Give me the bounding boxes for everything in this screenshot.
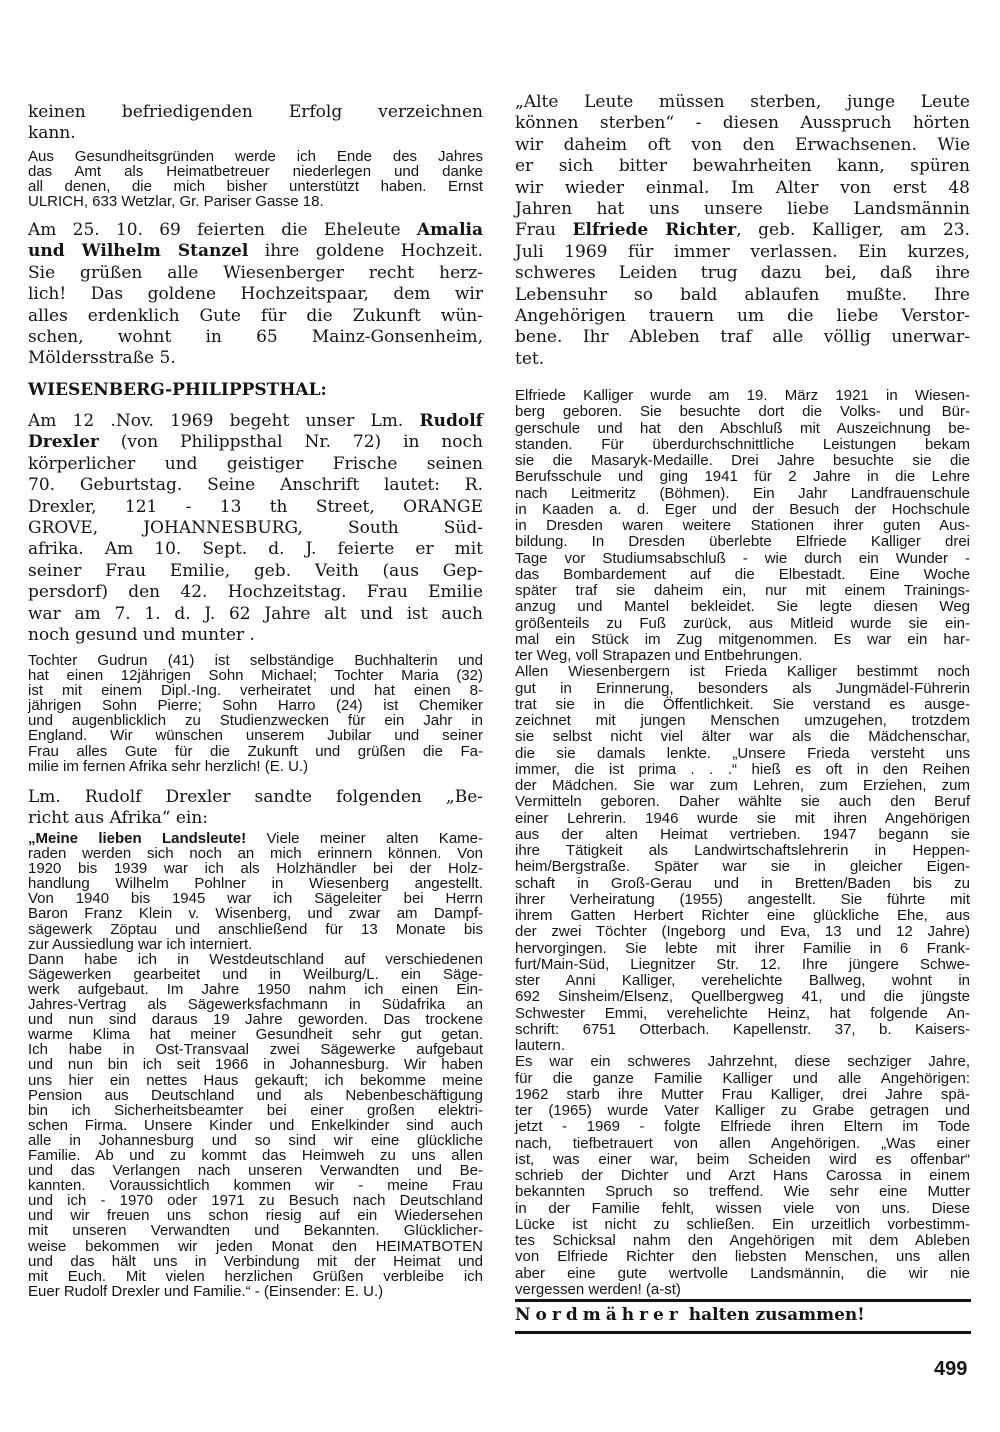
text: bekannten Spruch so treffend. Wie sehr eine Mutter — [515, 1183, 970, 1201]
text: Jahren hat uns unsere liebe Landsmännin — [515, 198, 970, 219]
text: Tage vor Studiumsabschluß - wie durch ein Wunder - — [515, 549, 970, 567]
text-line — [515, 1152, 970, 1168]
text-line — [28, 1057, 483, 1072]
text: alles erdenklich Gute für die Zukunft wün- — [28, 305, 483, 326]
text: das Amt als Heimatbetreuer niederlegen und danke — [28, 163, 483, 181]
text-line — [28, 1284, 483, 1299]
text-line — [515, 664, 970, 680]
bold-text: „Meine lieben Landsleute! — [28, 830, 247, 847]
text-line — [28, 997, 483, 1012]
text: aus der alten Heimat vertrieben. 1947 begann sie — [515, 825, 970, 843]
text-line — [515, 859, 970, 875]
text: (von Philippsthal Nr. 72) in noch — [98, 432, 483, 453]
text-line — [515, 534, 970, 550]
text: Angehörigen trauern um die liebe Verstor- — [515, 305, 970, 326]
text: „Alte Leute müssen sterben, junge Leute — [515, 92, 970, 112]
text: Drexler, 121 - 13 th Street, ORANGE — [28, 496, 483, 517]
text: und das hält uns in Verbindung mit der Heimat und — [28, 1252, 483, 1270]
text: ist, was einer war, beim Scheiden wird es offenbar“ — [515, 1150, 970, 1168]
text-line — [515, 349, 970, 370]
text: Am 25. 10. 69 feierten die Eheleute — [28, 220, 417, 240]
text-line — [515, 518, 970, 534]
text: Jahres-Vertrag als Sägewerksfachmann in Südafrika an — [28, 996, 483, 1014]
text-line — [515, 469, 970, 485]
text: mal ein Stück im Zug mitgenommen. Es war ein har- — [515, 630, 970, 648]
text: aber eine gute wertvolle Landsmännin, die wir nie — [515, 1264, 970, 1282]
text: handlung Wilhelm Pohlner in Wiesenberg angestellt. — [28, 875, 483, 893]
text: er sich bitter bewahrheiten kann, spüren — [515, 156, 970, 177]
text: weise bekommen wir jeden Monat den HEIMATBOTEN — [28, 1237, 483, 1255]
text-line — [515, 616, 970, 632]
section-heading: WIESENBERG-PHILIPPSTHAL: — [28, 380, 327, 400]
text: ster Anni Kalliger, verehelichte Ballweg, wohnt in — [515, 972, 970, 989]
text-line — [28, 1042, 483, 1057]
text: anzug und Mantel bekleidet. Sie legte diesen Weg — [515, 598, 970, 616]
obituary-paragraph-3 — [515, 1054, 970, 1298]
text-line — [28, 1163, 483, 1178]
text-line — [28, 1239, 483, 1254]
text-line — [515, 156, 970, 177]
text-line — [28, 759, 483, 774]
text: später traf sie daheim ein, nur mit einem Trainings- — [515, 582, 970, 599]
letter-paragraph-1 — [28, 831, 483, 952]
text-line — [28, 518, 483, 539]
bold-text: Drexler — [28, 432, 99, 453]
text: schaft in Groß-Gerau und in Bretten/Baden bis zu — [515, 874, 970, 892]
text: das Bombardement auf die Elbestadt. Eine Woche — [515, 565, 970, 583]
text: in Dresden waren weitere Stationen ihrer guten Aus- — [515, 517, 970, 534]
text: nach Leitmeritz (Böhmen). Ein Jahr Landfrauenschule — [515, 484, 970, 502]
text-line — [28, 1254, 483, 1269]
text: zur Aussiedlung war ich interniert. — [28, 935, 253, 953]
text: 1920 bis 1939 war ich als Holzhändler bei der Holz- — [28, 860, 483, 878]
text: GROVE, JOHANNESBURG, South Süd- — [28, 517, 483, 538]
text-line — [515, 404, 970, 420]
text: Baron Franz Klein v. Wisenberg, und zwar am Dampf- — [28, 905, 483, 923]
text: Lebensuhr so bald ablaufen mußte. Ihre — [515, 284, 970, 305]
text-line — [28, 327, 483, 348]
text-line — [515, 113, 970, 134]
text-line — [28, 1193, 483, 1208]
text-line — [28, 561, 483, 582]
text-line — [515, 1022, 970, 1038]
text: Dann habe ich in Westdeutschland auf verschiedenen — [28, 950, 483, 968]
text: Lücke ist nicht zu schließen. Ein urzeitlich vorbestimm- — [515, 1215, 970, 1233]
text-line — [515, 1217, 970, 1233]
text-line — [515, 746, 970, 762]
text-line — [515, 1038, 970, 1054]
text: afrika. Am 10. Sept. d. J. feierte er mit — [28, 539, 483, 560]
text: Frau — [515, 220, 573, 241]
text: können sterben“ - diesen Ausspruch hörten — [515, 113, 970, 134]
footer-slogan — [515, 1305, 865, 1325]
text: Von 1940 bis 1945 war ich Sägeleiter bei Herrn — [28, 890, 483, 908]
text-line — [28, 1178, 483, 1193]
text: 692 Sinsheim/Elsenz, Quellbergweg 41, und die jüngste — [515, 988, 970, 1006]
text-line — [28, 1148, 483, 1163]
text: Am 12 .Nov. 1969 begeht unser Lm. — [28, 411, 420, 431]
text-line — [515, 648, 970, 664]
text-line — [515, 1103, 970, 1119]
text-line — [28, 263, 483, 284]
text-line — [28, 582, 483, 603]
text: persdorf) den 42. Hochzeitstag. Frau Emilie — [28, 582, 483, 603]
text: vergessen werden! (a-st) — [515, 1280, 681, 1298]
obituary-body — [515, 388, 970, 1298]
text-line — [28, 937, 483, 952]
text: Juli 1969 für immer verlassen. Ein kurzes, — [515, 241, 970, 262]
text: trat sie in die Öffentlichkeit. Sie verstand es ausge- — [515, 695, 970, 713]
text-line — [28, 102, 483, 123]
text-line — [515, 135, 970, 156]
text-line — [28, 123, 483, 144]
text: körperlicher und geistiger Frische seinen — [28, 453, 483, 474]
obituary-paragraph-1 — [515, 388, 970, 664]
text: noch gesund und munter . — [28, 624, 255, 645]
text-line — [515, 242, 970, 263]
footer-slogan-rest: halten zusammen! — [688, 1305, 865, 1325]
text-line — [515, 551, 970, 567]
text: ist mit einem Dipl.-Ing. verheiratet und hat einen 8- — [28, 682, 483, 700]
text: gut in Erinnerung, besonders als Jungmädel-Führerin — [515, 679, 970, 697]
text-line — [28, 982, 483, 997]
text-line — [515, 1201, 970, 1217]
text-line — [28, 194, 483, 209]
text: milie im fernen Afrika sehr herzlich! (E. U.) — [28, 757, 309, 775]
text-line — [28, 164, 483, 179]
obituary-paragraph-2 — [515, 664, 970, 1054]
text: Sie grüßen alle Wiesenberger recht herz- — [28, 262, 483, 283]
text-line — [515, 957, 970, 973]
text: in Kaaden a. d. Eger und der Besuch der Hochschule — [515, 500, 970, 518]
text: heim/Bergstraße. Später war sie in gleicher Eigen- — [515, 858, 970, 876]
text-line — [28, 241, 483, 262]
text: warme Klima hat meiner Gesundheit sehr gut getan. — [28, 1026, 483, 1044]
text-line — [515, 421, 970, 437]
text-line — [515, 924, 970, 940]
text-line — [28, 1208, 483, 1223]
text-line — [515, 220, 970, 241]
text-line — [515, 388, 970, 404]
bold-text: Amalia — [416, 220, 483, 240]
text-line — [28, 1133, 483, 1148]
text: Frau alles Gute für die Zukunft und grüßen die Fa- — [28, 742, 483, 760]
text: schweres Leiden trug dazu bei, daß ihre — [515, 263, 970, 284]
text: 1962 starb ihre Mutter Frau Kalliger, drei Jahre spä- — [515, 1085, 970, 1103]
text: hat einen 12jährigen Sohn Michael; Tochter Maria (32) — [28, 667, 483, 685]
text-line — [28, 1027, 483, 1042]
text: wir wieder einmal. Im Alter von erst 48 — [515, 177, 970, 198]
text: Möldersstraße 5. — [28, 348, 176, 369]
bold-text: und Wilhelm Stanzel — [28, 241, 249, 262]
text: sie die Masaryk-Medaille. Drei Jahre besuchte sie die — [515, 452, 970, 469]
text: für die ganze Familie Kalliger und alle Angehörigen: — [515, 1069, 970, 1087]
text-line — [515, 92, 970, 113]
text: und das Verlangen nach unseren Verwandten und Be- — [28, 1162, 483, 1180]
text-line — [515, 1119, 970, 1135]
text-line — [515, 941, 970, 957]
text-line — [515, 989, 970, 1005]
text-line — [515, 486, 970, 502]
text: war am 7. 1. d. J. 62 Jahre alt und ist auch — [28, 603, 483, 624]
text: Euer Rudolf Drexler und Familie.“ - (Einsender: E. U.) — [28, 1282, 384, 1300]
bold-text: Rudolf — [419, 411, 483, 431]
text: seiner Frau Emilie, geb. Veith (aus Gep- — [28, 560, 483, 581]
text-line — [515, 827, 970, 843]
text-line — [515, 681, 970, 697]
text: , geb. Kalliger, am 23. — [736, 220, 970, 241]
text-line — [28, 432, 483, 453]
text-line — [515, 632, 970, 648]
text: und wir freuen uns schon riesig auf ein Wiedersehen — [28, 1207, 483, 1225]
text: raden werden sich noch an mich erinnern können. Von — [28, 845, 483, 863]
text: ihrem Gatten Herbert Richter eine glückliche Ehe, aus — [515, 907, 970, 924]
text: uns hier ein nettes Haus gekauft; ich bekomme meine — [28, 1071, 483, 1089]
text: bildung. In Dresden überlebte Elfriede Kalliger drei — [515, 533, 970, 551]
text: ihre goldene Hochzeit. — [248, 241, 483, 262]
text-line — [515, 327, 970, 348]
text: Viele meiner alten Kame- — [246, 830, 483, 847]
text-line — [28, 1103, 483, 1118]
text-line — [28, 1088, 483, 1103]
text: berg geboren. Sie besuchte dort die Volks- und Bür- — [515, 403, 970, 421]
text-line — [28, 846, 483, 861]
text: Elfriede Kalliger wurde am 19. März 1921 in Wiesen- — [515, 387, 970, 404]
text-line — [515, 199, 970, 220]
text: sie selbst nicht viel älter war als die Mädchenschar, — [515, 728, 970, 746]
text: bin ich Sicherheitsbeamter bei einer großen elektri- — [28, 1101, 483, 1119]
text: standen. Für überdurchschnittliche Leistungen bekam — [515, 435, 970, 453]
text: ULRICH, 633 Wetzlar, Gr. Pariser Gasse 18. — [28, 193, 324, 211]
text-line — [28, 1223, 483, 1238]
text: lich! Das goldene Hochzeitspaar, dem wir — [28, 284, 483, 305]
text: ihre Tätigkeit als Landwirtschaftslehrerin in Heppen- — [515, 842, 970, 859]
text-line — [515, 1087, 970, 1103]
text-line — [28, 713, 483, 728]
text-line — [515, 285, 970, 306]
text-line — [515, 1054, 970, 1070]
text-line — [28, 698, 483, 713]
text: schen, wohnt in 65 Mainz-Gonsenheim, — [28, 326, 483, 347]
text: ter Weg, voll Strapazen und Entbehrungen. — [515, 647, 803, 664]
text-line — [515, 892, 970, 908]
text-line — [515, 778, 970, 794]
text: schrift: 6751 Otterbach. Kapellenstr. 37, b. Kaisers- — [515, 1020, 970, 1038]
text: in der Familie fehlt, wissen viele von uns. Diese — [515, 1199, 970, 1217]
text: lautern. — [515, 1037, 566, 1054]
text: von Elfriede Richter den liebsten Menschen, uns allen — [515, 1248, 970, 1266]
text-line — [515, 1071, 970, 1087]
text-line — [28, 668, 483, 683]
text: die sie damals lenkte. „Unsere Frieda versteht uns — [515, 744, 970, 762]
text-line — [515, 502, 970, 518]
text-line — [515, 713, 970, 729]
text: und augenblicklich zu Studienzwecken für ein Jahr in — [28, 712, 483, 730]
text-line — [515, 762, 970, 778]
text-line — [28, 891, 483, 906]
text-line — [28, 1269, 483, 1284]
paragraph-resignation-notice — [28, 149, 483, 209]
text-line — [515, 263, 970, 284]
letter-paragraph-2 — [28, 952, 483, 1299]
text: tes Schicksal nahm den Angehörigen mit dem Ableben — [515, 1232, 970, 1249]
text: mit Euch. Mit vielen herzlichen Grüßen verbleibe ich — [28, 1267, 483, 1285]
text-line — [515, 908, 970, 924]
text: kann. — [28, 123, 76, 144]
paragraph-birthday-drexler — [28, 411, 483, 646]
text-line — [28, 728, 483, 743]
text: größenteils zu Fuß zurück, aus Mitleid wurde sie ein- — [515, 614, 970, 632]
text: gerschule und hat den Abschluß mit Auszeichnung be- — [515, 419, 970, 437]
text-line — [515, 1136, 970, 1152]
text: schrieb der Dichter und Arzt Hans Carossa in einem — [515, 1167, 970, 1184]
divider-bottom — [515, 1331, 971, 1334]
text-line — [515, 453, 970, 469]
text: Berufsschule und ging 1941 für 2 Jahre in die Lehre — [515, 468, 970, 486]
text-line — [515, 794, 970, 810]
text-line — [28, 475, 483, 496]
text: schen Firma. Unsere Kinder und Enkelkinder sind auch — [28, 1116, 483, 1134]
text: Ich habe in Ost-Transvaal zwei Sägewerke aufgebaut — [28, 1041, 483, 1059]
text: keinen befriedigenden Erfolg verzeichnen — [28, 102, 483, 122]
text-line — [28, 306, 483, 327]
text: Es war ein schweres Jahrzehnt, diese sechziger Jahre, — [515, 1053, 970, 1071]
text-line — [515, 178, 970, 199]
text-line — [515, 437, 970, 453]
text: einer Lehrerin. 1946 wurde sie mit ihren Angehörigen — [515, 809, 970, 827]
text-line — [28, 861, 483, 876]
text-line — [515, 583, 970, 599]
text: Allen Wiesenbergern ist Frieda Kalliger bestimmt noch — [515, 663, 970, 681]
text: und nun sind daraus 19 Jahre geworden. Das trockene — [28, 1011, 483, 1029]
text-line — [515, 729, 970, 745]
letter-from-africa — [28, 831, 483, 1299]
text-line — [28, 876, 483, 891]
obituary-intro — [515, 92, 970, 370]
text-line — [28, 787, 483, 808]
text-line — [28, 348, 483, 369]
text: Familie. Ab und zu kommt das Heimweh zu uns allen — [28, 1146, 483, 1164]
text-line — [28, 744, 483, 759]
text: der zwei Töchter (Ingeborg und Eva, 13 und 12 Jahre) — [515, 923, 970, 941]
text-line — [28, 454, 483, 475]
text: zeichnet mit jungen Menschen umzugehen, trotzdem — [515, 712, 970, 729]
text-line — [28, 967, 483, 982]
text-line — [28, 149, 483, 164]
text-line — [28, 411, 483, 432]
text-line — [515, 1266, 970, 1282]
text: alle in Johannesburg und so sind wir eine glückliche — [28, 1131, 483, 1149]
text: Sägewerken gearbeitet und in Weilburg/L. ein Säge- — [28, 965, 483, 983]
divider-top — [515, 1299, 971, 1302]
text: Schwester Emmi, verehelichte Heinz, hat folgende An- — [515, 1004, 970, 1022]
text: bene. Ihr Ableben traf alle völlig unerwar- — [515, 327, 970, 348]
text: nach, tiefbetrauert von allen Angehörigen. „Was einer — [515, 1134, 970, 1152]
text-line — [515, 1168, 970, 1184]
paragraph-report-intro — [28, 787, 483, 830]
text: Aus Gesundheitsgründen werde ich Ende des Jahres — [28, 148, 483, 165]
paragraph-golden-wedding — [28, 220, 483, 370]
text-line — [515, 306, 970, 327]
text-line — [28, 1073, 483, 1088]
text-line — [28, 808, 483, 829]
paragraph-family — [28, 653, 483, 774]
text-line — [28, 1118, 483, 1133]
text: und ich - 1970 oder 1971 zu Besuch nach Deutschland — [28, 1192, 483, 1210]
text-line — [28, 952, 483, 967]
text: jetzt - 1969 - folgte Elfriede ihren Eltern im Tode — [515, 1118, 970, 1136]
paragraph-closing-remark — [28, 102, 483, 145]
text: mit unseren Verwandten und Bekannten. Glücklicher- — [28, 1222, 483, 1240]
page-number: 499 — [934, 1358, 968, 1380]
text-line — [515, 876, 970, 892]
text-line — [28, 831, 483, 846]
text-line — [515, 973, 970, 989]
text: der Mädchen. Sie war zum Lehren, zum Erziehen, zum — [515, 777, 970, 794]
text-line — [515, 843, 970, 859]
text-line — [515, 1006, 970, 1022]
text: Tochter Gudrun (41) ist selbständige Buchhalterin und — [28, 652, 483, 669]
text-line — [28, 1012, 483, 1027]
text: ter (1965) wurde Vater Kalliger zu Grabe getragen und — [515, 1102, 970, 1119]
text: furt/Main-Süd, Liegnitzer Str. 12. Ihre jüngere Schwe- — [515, 955, 970, 973]
text-line — [28, 653, 483, 668]
text: kannten. Voraussichtlich kommen wir - meine Frau — [28, 1177, 483, 1195]
text: Lm. Rudolf Drexler sandte folgenden „Be- — [28, 787, 483, 807]
text-line — [28, 683, 483, 698]
text: ihrer Verheiratung (1955) angestellt. Sie führte mit — [515, 890, 970, 908]
text-line — [28, 179, 483, 194]
footer-slogan-spaced: Nordmährer — [515, 1305, 683, 1325]
text-line — [28, 906, 483, 921]
text-line — [515, 599, 970, 615]
text: England. Wir wünschen unserem Jubilar und seiner — [28, 727, 483, 745]
text: Pension aus Deutschland und als Nebenbeschäftigung — [28, 1086, 483, 1104]
text: all denen, die mich bisher unterstützt haben. Ernst — [28, 178, 483, 196]
text-line — [515, 811, 970, 827]
text: werk aufgebaut. Im Jahre 1950 nahm ich einen Ein- — [28, 980, 483, 998]
text: und nun bin ich seit 1966 in Johannesburg. Wir haben — [28, 1056, 483, 1074]
text-line — [28, 220, 483, 241]
text: richt aus Afrika“ ein: — [28, 808, 209, 829]
text-line — [515, 1184, 970, 1200]
text-line — [28, 497, 483, 518]
text-line — [28, 625, 483, 646]
text: 70. Geburtstag. Seine Anschrift lautet: R. — [28, 475, 483, 496]
text-line — [28, 922, 483, 937]
text: wir daheim oft von den Erwachsenen. Wie — [515, 134, 970, 155]
text: hervorgingen. Sie lebte mit ihrer Familie in 6 Frank- — [515, 939, 970, 957]
text-line — [28, 284, 483, 305]
text: jährigen Sohn Pierre; Sohn Harro (24) ist Chemiker — [28, 697, 483, 715]
text: sägewerk Zöptau und anschließend für 13 Monate bis — [28, 920, 483, 938]
text-line — [515, 697, 970, 713]
text-line — [28, 539, 483, 560]
text-line — [515, 1282, 970, 1298]
bold-text: Elfriede Richter — [572, 220, 737, 241]
text: tet. — [515, 348, 545, 369]
text-line — [515, 1249, 970, 1265]
text: Vermitteln geboren. Daher wählte sie auch den Beruf — [515, 793, 970, 811]
text-line — [28, 604, 483, 625]
text-line — [515, 1233, 970, 1249]
text: immer, die ist prima . . .“ hieß es oft in den Reihen — [515, 760, 970, 778]
text-line — [515, 567, 970, 583]
